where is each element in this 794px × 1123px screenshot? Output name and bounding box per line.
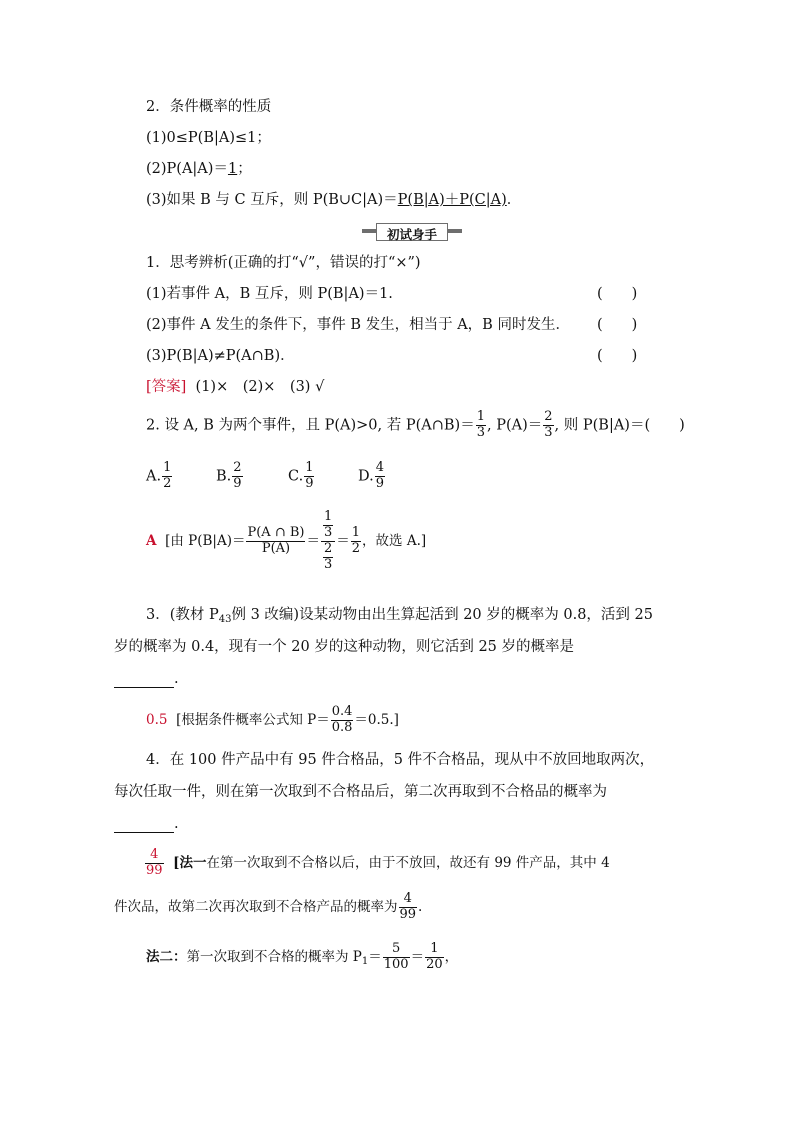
section-banner: 初试身手 [362,223,462,240]
property-1: (1)0≤P(B|A)≤1； [146,130,271,146]
q1-paren-2: ( ) [597,317,638,333]
q2-stem: 2. 设 A, B 为两个事件，且 P(A)>0, 若 P(A∩B)＝ $\frac{1}{3}$ , P(A)＝ $\frac{2}{3}$ , 则 P(B|A)＝( ) [146,409,685,440]
q4-method-2: 法二：第一次取到不合格的概率为 $P_1=$ $\frac{5}{100}$ ＝ $\frac{1}{20}$ ， [146,941,459,972]
q4-method-1-cont: 件次品，故第二次再次取到不合格产品的概率为 $\frac{4}{99}$ . [114,891,423,922]
q3-solution: 0.5 [根据条件概率公式知 P＝ $\frac{0.4}{0.8}$ ＝0.5.] [146,704,399,735]
answer-blank [114,672,174,688]
q2-solution: A [由 P(B|A)＝ $\frac{P(A \cap B)}{P(A)}$ ＝ $\frac{\frac{1}{3}}{\frac{2}{3}}$ ＝ $\frac{1}{2}$ ，故选 A.] [146,509,427,572]
q1-item-3: (3)P(B|A)≠P(A∩B)． [146,348,295,364]
q1-paren-3: ( ) [597,348,638,364]
q4-line-3: . [114,817,179,833]
q4-line-1: 4．在 100 件产品中有 95 件合格品，5 件不合格品，现从中不放回地取两次， [146,752,655,768]
q2-option-d: D. $\frac{4}{9}$ [358,460,384,491]
q3-line-1: 3．(教材 $P_{43}$例 3 改编)设某动物由出生算起活到 20 岁的概率为 0.8，活到 25 [146,607,653,625]
compound-fraction: $\frac{\frac{1}{3}}{\frac{2}{3}}$ [321,510,335,573]
answer-blank [114,817,174,833]
q1-title: 1．思考辨析(正确的打“√”，错误的打“×”) [146,255,421,271]
property-2: (2)P(A|A)＝1； [146,161,252,177]
fraction: $\frac{1}{3}$ [476,409,485,440]
section-heading: 2．条件概率的性质 [146,99,272,115]
fraction: $\frac{2}{3}$ [544,409,553,440]
q2-option-b: B. $\frac{2}{9}$ [216,460,242,491]
q2-option-a: A. $\frac{1}{2}$ [146,460,172,491]
q1-item-1: (1)若事件 A，B 互斥，则 P(B|A)＝1. [146,286,393,302]
q3-line-3: . [114,672,179,688]
q4-line-2: 每次任取一件，则在第一次取到不合格品后，第二次再取到不合格品的概率为 [114,784,607,800]
q1-paren-1: ( ) [597,286,638,302]
q2-option-c: C. $\frac{1}{9}$ [288,460,314,491]
q1-answer: [答案] (1)× (2)× (3) √ [146,379,325,395]
property-3: (3)如果 B 与 C 互斥，则 P(B∪C|A)＝P(B|A)＋P(C|A)． [146,192,522,208]
q4-method-1: $\frac{4}{99}$ [法一在第一次取到不合格以后，由于不放回，故还有 99 件产品，其中 4 [146,847,610,878]
q1-item-2: (2)事件 A 发生的条件下，事件 B 发生，相当于 A，B 同时发生． [146,317,570,333]
q3-line-2: 岁的概率为 0.4，现有一个 20 岁的这种动物，则它活到 25 岁的概率是 [114,639,575,655]
